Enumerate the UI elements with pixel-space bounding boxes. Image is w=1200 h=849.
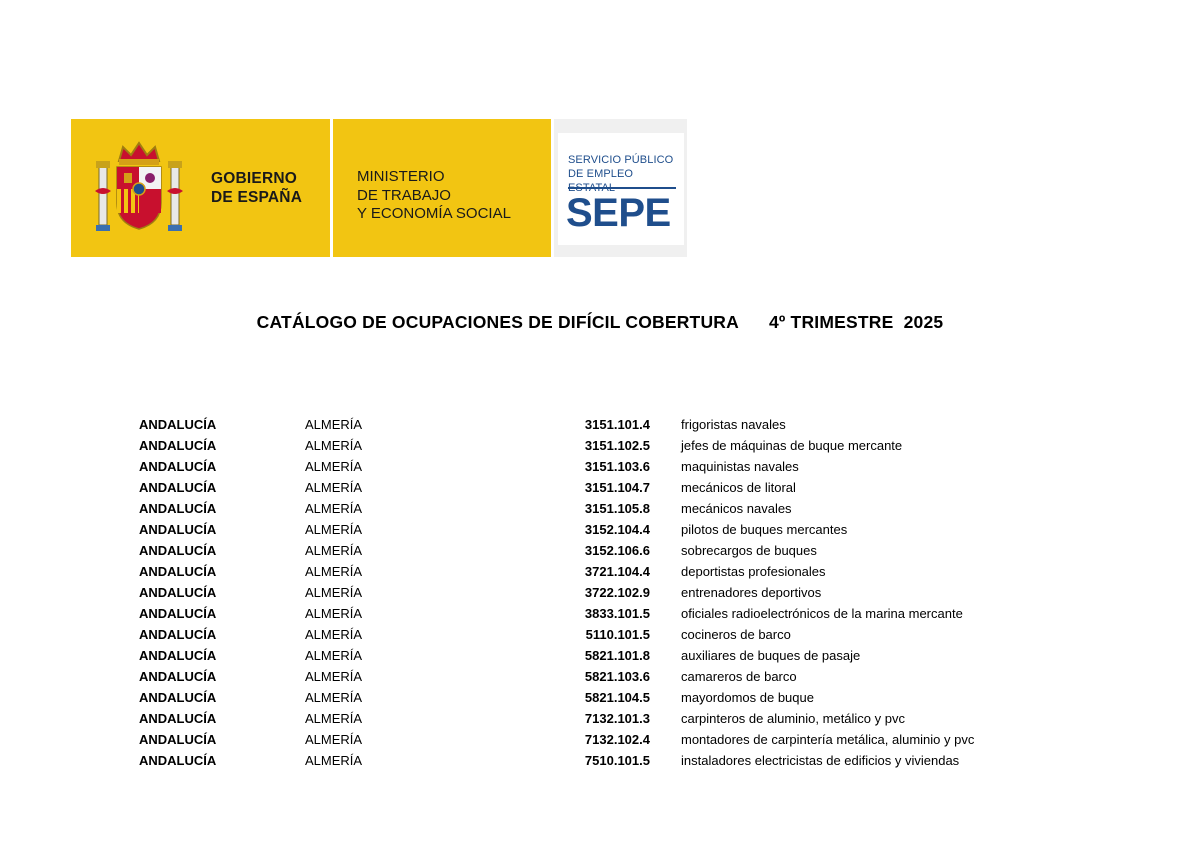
description-cell: mayordomos de buque <box>681 690 814 705</box>
table-row <box>0 645 1200 666</box>
code-cell: 3722.102.9 <box>584 585 650 600</box>
code-cell: 7132.102.4 <box>584 732 650 747</box>
province-cell: ALMERÍA <box>305 417 363 432</box>
table-row <box>0 519 1200 540</box>
description-cell: auxiliares de buques de pasaje <box>681 648 861 663</box>
province-cell: ALMERÍA <box>305 522 363 537</box>
description-cell: mecánicos navales <box>681 501 792 516</box>
occupations-table <box>0 414 1200 771</box>
province-cell: ALMERÍA <box>305 459 363 474</box>
description-cell: deportistas profesionales <box>681 564 826 579</box>
province-cell: ALMERÍA <box>305 585 363 600</box>
region-cell: ANDALUCÍA <box>139 669 217 684</box>
government-logo-block <box>71 119 330 257</box>
province-cell: ALMERÍA <box>305 690 363 705</box>
province-cell: ALMERÍA <box>305 627 363 642</box>
province-cell: ALMERÍA <box>305 753 363 768</box>
ministry-line-2: DE TRABAJO <box>357 186 451 204</box>
ministry-line-1: MINISTERIO <box>357 168 445 185</box>
ministry-block <box>333 119 551 257</box>
government-name <box>211 169 302 207</box>
code-cell: 7510.101.5 <box>584 753 650 768</box>
table-row <box>0 624 1200 645</box>
region-cell: ANDALUCÍA <box>139 564 217 579</box>
code-cell: 5821.104.5 <box>584 690 650 705</box>
description-cell: sobrecargos de buques <box>681 543 817 558</box>
ministry-line-3: Y ECONOMÍA SOCIAL <box>357 205 511 222</box>
province-cell: ALMERÍA <box>305 732 363 747</box>
province-cell: ALMERÍA <box>305 501 363 516</box>
region-cell: ANDALUCÍA <box>139 627 217 642</box>
code-cell: 3151.102.5 <box>584 438 650 453</box>
code-cell: 3151.101.4 <box>584 417 650 432</box>
sepe-line-2: DE EMPLEO <box>568 168 634 180</box>
table-row <box>0 582 1200 603</box>
period-label: 4º TRIMESTRE 2025 <box>768 312 944 332</box>
region-cell: ANDALUCÍA <box>139 606 217 621</box>
code-cell: 3152.106.6 <box>584 543 650 558</box>
sepe-logo <box>558 133 684 245</box>
code-cell: 7132.101.3 <box>584 711 650 726</box>
description-cell: instaladores electricistas de edificios y viviendas <box>681 753 960 768</box>
region-cell: ANDALUCÍA <box>139 732 217 747</box>
gov-line-1: GOBIERNO <box>211 170 297 187</box>
table-row <box>0 561 1200 582</box>
province-cell: ALMERÍA <box>305 711 363 726</box>
province-cell: ALMERÍA <box>305 543 363 558</box>
code-cell: 5821.103.6 <box>584 669 650 684</box>
region-cell: ANDALUCÍA <box>139 711 217 726</box>
table-row <box>0 666 1200 687</box>
table-row <box>0 477 1200 498</box>
description-cell: mecánicos de litoral <box>681 480 796 495</box>
table-row <box>0 708 1200 729</box>
description-cell: pilotos de buques mercantes <box>681 522 848 537</box>
region-cell: ANDALUCÍA <box>139 438 217 453</box>
description-cell: frigoristas navales <box>681 417 786 432</box>
region-cell: ANDALUCÍA <box>139 753 217 768</box>
table-row <box>0 729 1200 750</box>
gov-line-2: DE ESPAÑA <box>211 189 303 206</box>
region-cell: ANDALUCÍA <box>139 522 217 537</box>
description-cell: jefes de máquinas de buque mercante <box>681 438 903 453</box>
header-banner <box>71 119 690 257</box>
region-cell: ANDALUCÍA <box>139 543 217 558</box>
table-row <box>0 456 1200 477</box>
table-row <box>0 687 1200 708</box>
code-cell: 3151.105.8 <box>584 501 650 516</box>
description-cell: montadores de carpintería metálica, aluminio y pvc <box>681 732 975 747</box>
code-cell: 5821.101.8 <box>584 648 650 663</box>
catalog-title: CATÁLOGO DE OCUPACIONES DE DIFÍCIL COBERTURA <box>256 312 739 332</box>
province-cell: ALMERÍA <box>305 480 363 495</box>
description-cell: cocineros de barco <box>681 627 791 642</box>
sepe-rule <box>568 187 676 189</box>
table-row <box>0 414 1200 435</box>
province-cell: ALMERÍA <box>305 669 363 684</box>
code-cell: 5110.101.5 <box>585 627 650 642</box>
sepe-logo-block <box>551 119 687 257</box>
region-cell: ANDALUCÍA <box>139 480 217 495</box>
region-cell: ANDALUCÍA <box>139 648 217 663</box>
description-cell: entrenadores deportivos <box>681 585 822 600</box>
province-cell: ALMERÍA <box>305 648 363 663</box>
description-cell: oficiales radioelectrónicos de la marina mercante <box>681 606 963 621</box>
province-cell: ALMERÍA <box>305 438 363 453</box>
province-cell: ALMERÍA <box>305 606 363 621</box>
code-cell: 3151.103.6 <box>584 459 650 474</box>
description-cell: maquinistas navales <box>681 459 799 474</box>
region-cell: ANDALUCÍA <box>139 417 217 432</box>
table-row <box>0 750 1200 771</box>
table-row <box>0 498 1200 519</box>
ministry-name <box>357 168 511 224</box>
table-row <box>0 603 1200 624</box>
code-cell: 3151.104.7 <box>584 480 650 495</box>
region-cell: ANDALUCÍA <box>139 459 217 474</box>
table-row <box>0 540 1200 561</box>
sepe-wordmark: SEPE <box>566 191 671 235</box>
code-cell: 3833.101.5 <box>584 606 650 621</box>
description-cell: camareros de barco <box>681 669 797 684</box>
coat-of-arms-icon <box>93 139 185 235</box>
table-row <box>0 435 1200 456</box>
page-title <box>0 312 1200 333</box>
region-cell: ANDALUCÍA <box>139 585 217 600</box>
code-cell: 3152.104.4 <box>584 522 650 537</box>
province-cell: ALMERÍA <box>305 564 363 579</box>
region-cell: ANDALUCÍA <box>139 501 217 516</box>
region-cell: ANDALUCÍA <box>139 690 217 705</box>
sepe-line-1: SERVICIO PÚBLICO <box>568 154 674 166</box>
description-cell: carpinteros de aluminio, metálico y pvc <box>681 711 905 726</box>
code-cell: 3721.104.4 <box>584 564 650 579</box>
